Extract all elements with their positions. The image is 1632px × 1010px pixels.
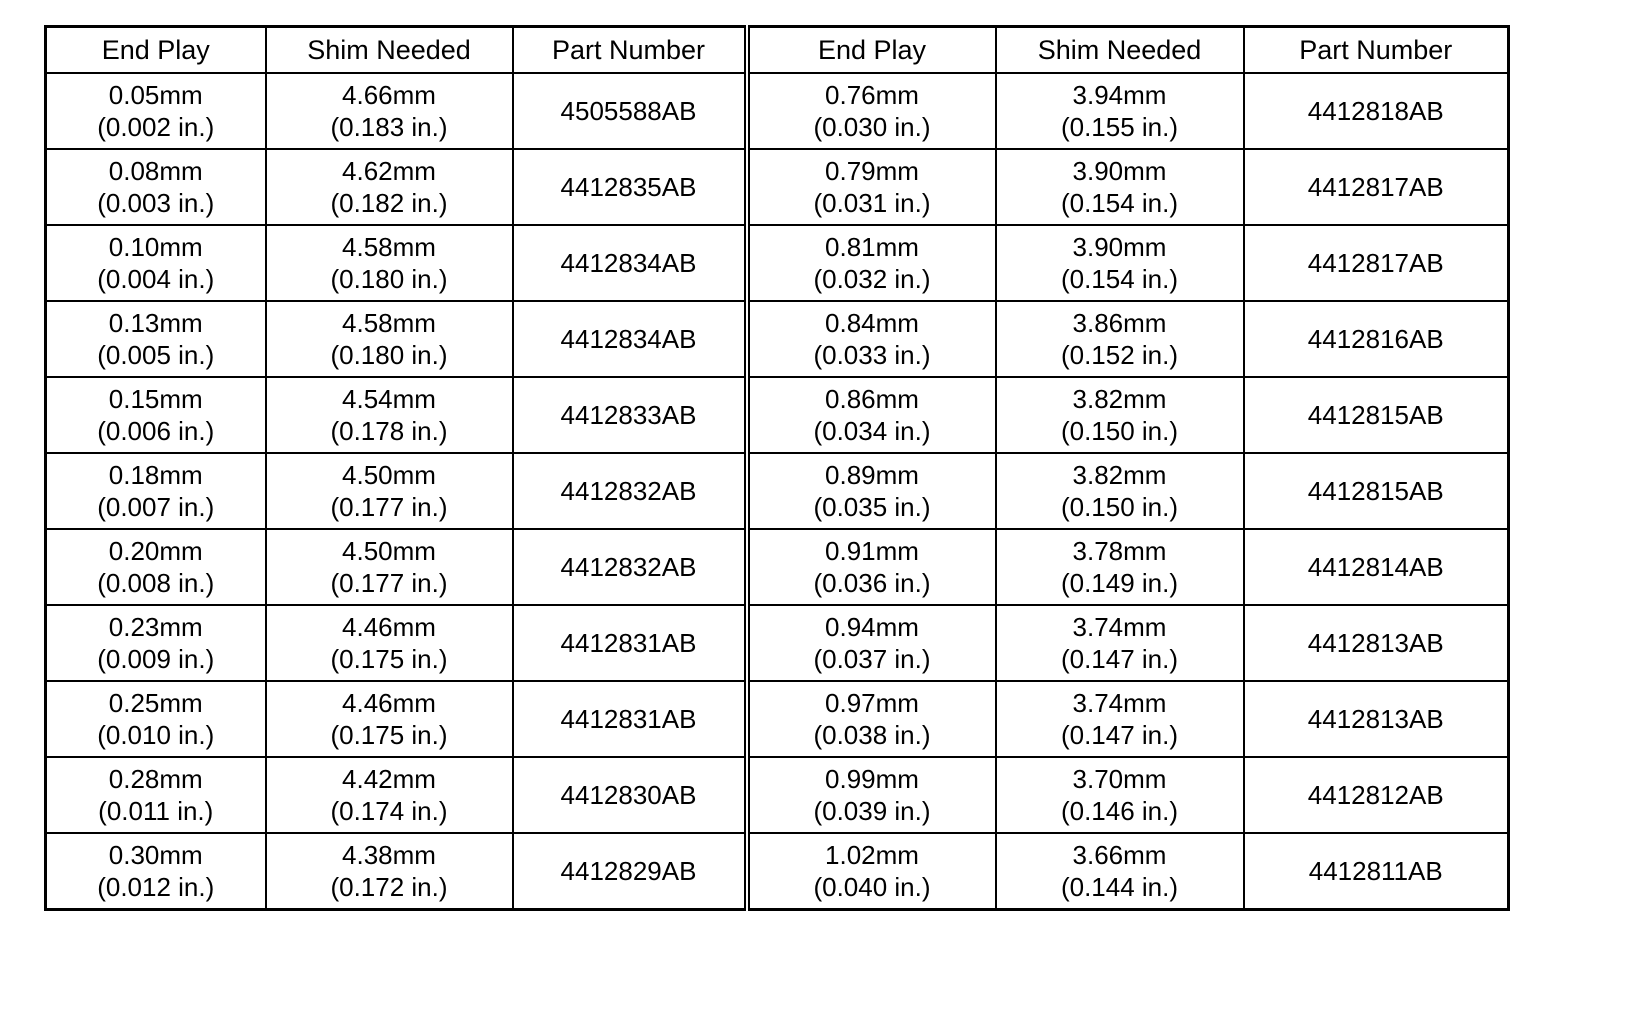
shim-needed-cell-in: (0.175 in.) bbox=[330, 644, 448, 674]
part-number-cell: 4412832AB bbox=[513, 529, 747, 605]
end-play-cell-right bbox=[747, 529, 996, 605]
table-row bbox=[46, 149, 1509, 225]
shim-needed-cell-right bbox=[996, 225, 1244, 301]
part-number-cell-right: 4412812AB bbox=[1244, 757, 1509, 833]
shim-needed-cell-in: (0.172 in.) bbox=[330, 872, 448, 902]
shim-needed-cell-right-in: (0.147 in.) bbox=[1060, 644, 1179, 674]
end-play-cell-in: (0.010 in.) bbox=[97, 720, 215, 750]
shim-needed-cell-right-mm: 3.90mm bbox=[1072, 232, 1167, 262]
shim-needed-cell bbox=[266, 225, 513, 301]
header-row bbox=[46, 27, 1509, 74]
end-play-cell-right bbox=[747, 453, 996, 529]
end-play-cell bbox=[46, 377, 266, 453]
end-play-cell bbox=[46, 529, 266, 605]
part-number-cell-right: 4412815AB bbox=[1244, 453, 1509, 529]
end-play-cell-mm: 0.08mm bbox=[108, 156, 203, 186]
shim-needed-cell bbox=[266, 377, 513, 453]
end-play-cell-mm: 0.13mm bbox=[108, 308, 203, 338]
shim-needed-cell-right-in: (0.154 in.) bbox=[1060, 264, 1179, 294]
shim-needed-cell bbox=[266, 833, 513, 910]
end-play-cell-right bbox=[747, 301, 996, 377]
end-play-cell bbox=[46, 73, 266, 149]
shim-needed-cell-right-in: (0.155 in.) bbox=[1060, 112, 1179, 142]
shim-needed-cell-right-mm: 3.78mm bbox=[1072, 536, 1167, 566]
end-play-cell-in: (0.008 in.) bbox=[97, 568, 215, 598]
shim-needed-cell-right bbox=[996, 605, 1244, 681]
part-number-cell-right: 4412814AB bbox=[1244, 529, 1509, 605]
table-row bbox=[46, 529, 1509, 605]
end-play-cell-right-mm: 0.79mm bbox=[825, 156, 919, 186]
end-play-cell-right-mm: 0.86mm bbox=[825, 384, 919, 414]
part-number-cell: 4412830AB bbox=[513, 757, 747, 833]
header-part-number-right: Part Number bbox=[1244, 27, 1509, 74]
end-play-cell bbox=[46, 833, 266, 910]
shim-needed-cell-right-mm: 3.74mm bbox=[1072, 688, 1167, 718]
shim-needed-cell-right-in: (0.149 in.) bbox=[1060, 568, 1179, 598]
table-header bbox=[46, 27, 1509, 74]
end-play-cell-right-in: (0.030 in.) bbox=[813, 112, 931, 142]
end-play-cell-mm: 0.30mm bbox=[108, 840, 203, 870]
shim-needed-cell bbox=[266, 529, 513, 605]
shim-needed-cell-mm: 4.54mm bbox=[342, 384, 436, 414]
shim-needed-cell-mm: 4.38mm bbox=[342, 840, 436, 870]
shim-needed-cell bbox=[266, 301, 513, 377]
end-play-cell-mm: 0.05mm bbox=[108, 80, 203, 110]
part-number-cell: 4412833AB bbox=[513, 377, 747, 453]
shim-needed-cell-right-mm: 3.74mm bbox=[1072, 612, 1167, 642]
shim-needed-cell-right-mm: 3.70mm bbox=[1072, 764, 1167, 794]
end-play-cell-in: (0.003 in.) bbox=[97, 188, 215, 218]
shim-needed-cell-right-mm: 3.90mm bbox=[1072, 156, 1167, 186]
part-number-cell: 4505588AB bbox=[513, 73, 747, 149]
end-play-cell-mm: 0.10mm bbox=[108, 232, 203, 262]
end-play-cell-in: (0.009 in.) bbox=[97, 644, 215, 674]
end-play-cell-right bbox=[747, 681, 996, 757]
header-part-number: Part Number bbox=[513, 27, 747, 74]
end-play-cell bbox=[46, 453, 266, 529]
shim-needed-cell-right-in: (0.150 in.) bbox=[1060, 416, 1179, 446]
part-number-cell-right: 4412815AB bbox=[1244, 377, 1509, 453]
end-play-cell-right-in: (0.040 in.) bbox=[813, 872, 931, 902]
end-play-cell-right-in: (0.034 in.) bbox=[813, 416, 931, 446]
end-play-cell-right-in: (0.038 in.) bbox=[813, 720, 931, 750]
end-play-cell-in: (0.002 in.) bbox=[97, 112, 215, 142]
part-number-cell-right: 4412818AB bbox=[1244, 73, 1509, 149]
end-play-cell-right-mm: 0.97mm bbox=[825, 688, 919, 718]
end-play-cell-right-in: (0.036 in.) bbox=[813, 568, 931, 598]
shim-needed-cell-right-mm: 3.86mm bbox=[1072, 308, 1167, 338]
end-play-cell-in: (0.012 in.) bbox=[97, 872, 215, 902]
part-number-cell-right: 4412811AB bbox=[1244, 833, 1509, 910]
end-play-cell-mm: 0.23mm bbox=[108, 612, 203, 642]
shim-needed-cell-in: (0.178 in.) bbox=[330, 416, 448, 446]
end-play-cell-in: (0.004 in.) bbox=[97, 264, 215, 294]
end-play-cell-right bbox=[747, 833, 996, 910]
part-number-cell-right: 4412813AB bbox=[1244, 681, 1509, 757]
shim-needed-cell-right-in: (0.152 in.) bbox=[1060, 340, 1179, 370]
shim-needed-cell bbox=[266, 605, 513, 681]
end-play-cell-in: (0.005 in.) bbox=[97, 340, 215, 370]
end-play-cell-mm: 0.15mm bbox=[108, 384, 203, 414]
part-number-cell-right: 4412817AB bbox=[1244, 225, 1509, 301]
end-play-cell-right bbox=[747, 149, 996, 225]
end-play-cell-right-mm: 0.89mm bbox=[825, 460, 919, 490]
part-number-cell-right: 4412813AB bbox=[1244, 605, 1509, 681]
shim-needed-cell-right-mm: 3.82mm bbox=[1072, 384, 1167, 414]
end-play-cell-right bbox=[747, 225, 996, 301]
shim-needed-cell-in: (0.183 in.) bbox=[330, 112, 448, 142]
table-body bbox=[46, 73, 1509, 910]
shim-needed-cell-mm: 4.46mm bbox=[342, 688, 436, 718]
shim-needed-cell-right-in: (0.144 in.) bbox=[1060, 872, 1179, 902]
end-play-cell-right-mm: 0.84mm bbox=[825, 308, 919, 338]
shim-needed-cell-in: (0.174 in.) bbox=[330, 796, 448, 826]
shim-needed-cell-right bbox=[996, 377, 1244, 453]
end-play-cell-right-in: (0.039 in.) bbox=[813, 796, 931, 826]
table-row bbox=[46, 225, 1509, 301]
shim-needed-cell-mm: 4.58mm bbox=[342, 232, 436, 262]
end-play-cell-right-in: (0.031 in.) bbox=[813, 188, 931, 218]
header-end-play: End Play bbox=[46, 27, 266, 74]
shim-needed-cell-in: (0.180 in.) bbox=[330, 264, 448, 294]
part-number-cell: 4412834AB bbox=[513, 301, 747, 377]
end-play-cell-right-in: (0.032 in.) bbox=[813, 264, 931, 294]
end-play-cell-right-mm: 0.94mm bbox=[825, 612, 919, 642]
end-play-cell-right-mm: 1.02mm bbox=[825, 840, 919, 870]
shim-needed-cell-right bbox=[996, 301, 1244, 377]
end-play-cell bbox=[46, 681, 266, 757]
shim-needed-cell-right-mm: 3.94mm bbox=[1072, 80, 1167, 110]
table-row bbox=[46, 73, 1509, 149]
end-play-cell-right-in: (0.033 in.) bbox=[813, 340, 931, 370]
part-number-cell: 4412831AB bbox=[513, 605, 747, 681]
end-play-cell bbox=[46, 605, 266, 681]
table-row bbox=[46, 833, 1509, 910]
shim-needed-cell-right bbox=[996, 681, 1244, 757]
end-play-cell bbox=[46, 301, 266, 377]
shim-needed-cell-right-in: (0.150 in.) bbox=[1060, 492, 1179, 522]
end-play-cell-mm: 0.18mm bbox=[108, 460, 203, 490]
end-play-cell-right bbox=[747, 757, 996, 833]
part-number-cell: 4412835AB bbox=[513, 149, 747, 225]
end-play-cell bbox=[46, 757, 266, 833]
shim-needed-cell bbox=[266, 149, 513, 225]
shim-needed-cell-right-in: (0.154 in.) bbox=[1060, 188, 1179, 218]
end-play-cell-in: (0.011 in.) bbox=[98, 796, 214, 826]
shim-needed-cell-right bbox=[996, 453, 1244, 529]
end-play-cell-right bbox=[747, 73, 996, 149]
shim-needed-cell-in: (0.177 in.) bbox=[330, 492, 448, 522]
shim-needed-cell-in: (0.182 in.) bbox=[330, 188, 448, 218]
header-shim-needed-right: Shim Needed bbox=[996, 27, 1244, 74]
end-play-cell-right bbox=[747, 605, 996, 681]
part-number-cell: 4412832AB bbox=[513, 453, 747, 529]
shim-selection-table bbox=[44, 25, 1510, 911]
end-play-cell-right-mm: 0.91mm bbox=[825, 536, 919, 566]
end-play-cell-mm: 0.25mm bbox=[108, 688, 203, 718]
end-play-cell-right-in: (0.037 in.) bbox=[813, 644, 931, 674]
shim-needed-cell-mm: 4.62mm bbox=[342, 156, 436, 186]
shim-needed-cell bbox=[266, 757, 513, 833]
shim-needed-cell-right bbox=[996, 833, 1244, 910]
shim-needed-cell-in: (0.180 in.) bbox=[330, 340, 448, 370]
shim-needed-cell-right-mm: 3.82mm bbox=[1072, 460, 1167, 490]
table-row bbox=[46, 453, 1509, 529]
end-play-cell-in: (0.007 in.) bbox=[97, 492, 215, 522]
part-number-cell-right: 4412817AB bbox=[1244, 149, 1509, 225]
part-number-cell: 4412834AB bbox=[513, 225, 747, 301]
shim-needed-cell bbox=[266, 73, 513, 149]
table-row bbox=[46, 757, 1509, 833]
shim-needed-cell-mm: 4.50mm bbox=[342, 536, 436, 566]
shim-needed-cell-right bbox=[996, 757, 1244, 833]
shim-needed-cell bbox=[266, 453, 513, 529]
shim-needed-cell-mm: 4.66mm bbox=[342, 80, 436, 110]
table-row bbox=[46, 681, 1509, 757]
part-number-cell-right: 4412816AB bbox=[1244, 301, 1509, 377]
shim-needed-cell-right bbox=[996, 529, 1244, 605]
end-play-cell-right-mm: 0.76mm bbox=[825, 80, 919, 110]
header-shim-needed: Shim Needed bbox=[266, 27, 513, 74]
shim-needed-cell-mm: 4.50mm bbox=[342, 460, 436, 490]
shim-needed-cell-right-in: (0.147 in.) bbox=[1060, 720, 1179, 750]
shim-needed-cell-mm: 4.58mm bbox=[342, 308, 436, 338]
end-play-cell-right bbox=[747, 377, 996, 453]
end-play-cell-right-mm: 0.81mm bbox=[825, 232, 919, 262]
shim-needed-cell-right-mm: 3.66mm bbox=[1072, 840, 1167, 870]
shim-needed-cell-in: (0.175 in.) bbox=[330, 720, 448, 750]
table-row bbox=[46, 377, 1509, 453]
shim-needed-cell-right bbox=[996, 73, 1244, 149]
part-number-cell: 4412829AB bbox=[513, 833, 747, 910]
end-play-cell-right-in: (0.035 in.) bbox=[813, 492, 931, 522]
end-play-cell bbox=[46, 149, 266, 225]
end-play-cell bbox=[46, 225, 266, 301]
part-number-cell: 4412831AB bbox=[513, 681, 747, 757]
shim-needed-cell bbox=[266, 681, 513, 757]
table-row bbox=[46, 301, 1509, 377]
end-play-cell-right-mm: 0.99mm bbox=[825, 764, 919, 794]
shim-needed-cell-mm: 4.46mm bbox=[342, 612, 436, 642]
table-row bbox=[46, 605, 1509, 681]
shim-needed-cell-right bbox=[996, 149, 1244, 225]
header-end-play-right: End Play bbox=[747, 27, 996, 74]
shim-needed-cell-in: (0.177 in.) bbox=[330, 568, 448, 598]
end-play-cell-mm: 0.20mm bbox=[108, 536, 203, 566]
shim-needed-cell-mm: 4.42mm bbox=[342, 764, 436, 794]
shim-needed-cell-right-in: (0.146 in.) bbox=[1060, 796, 1179, 826]
end-play-cell-in: (0.006 in.) bbox=[97, 416, 215, 446]
end-play-cell-mm: 0.28mm bbox=[108, 764, 203, 794]
